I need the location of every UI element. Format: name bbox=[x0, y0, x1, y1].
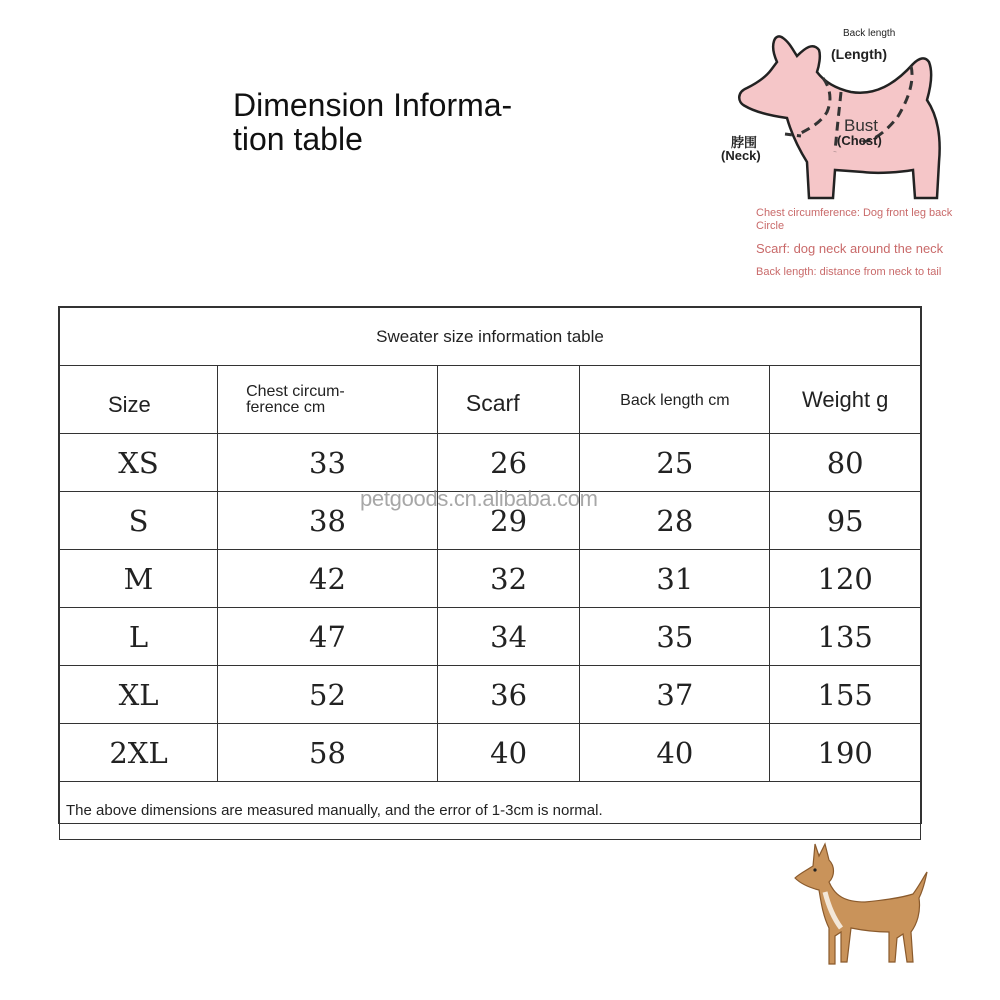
cell-size: L bbox=[60, 608, 218, 666]
header-scarf: Scarf bbox=[437, 366, 579, 434]
header-size: Size bbox=[60, 366, 218, 434]
header-weight: Weight g bbox=[770, 366, 921, 434]
table-caption-row bbox=[60, 308, 921, 366]
table-header-row bbox=[60, 366, 921, 434]
header-chest-line1: Chest circum- bbox=[246, 382, 345, 400]
cell-weight: 120 bbox=[770, 550, 921, 608]
dog-photo bbox=[785, 836, 935, 976]
table-row bbox=[60, 608, 921, 666]
cell-size: XS bbox=[60, 434, 218, 492]
table-row bbox=[60, 666, 921, 724]
header-chest bbox=[218, 366, 438, 434]
cell-scarf: 36 bbox=[437, 666, 579, 724]
page-title bbox=[233, 88, 553, 156]
cell-scarf: 26 bbox=[437, 434, 579, 492]
dog-silhouette bbox=[795, 844, 927, 964]
cell-chest: 42 bbox=[218, 550, 438, 608]
size-table bbox=[58, 306, 922, 824]
cell-weight: 95 bbox=[770, 492, 921, 550]
cell-chest: 58 bbox=[218, 724, 438, 782]
standing-dog-icon bbox=[785, 836, 935, 971]
cell-size: M bbox=[60, 550, 218, 608]
cell-weight: 190 bbox=[770, 724, 921, 782]
table-row bbox=[60, 724, 921, 782]
cell-size: XL bbox=[60, 666, 218, 724]
note-scarf: Scarf: dog neck around the neck bbox=[756, 241, 944, 256]
back-length-small-label: Back length bbox=[843, 28, 896, 39]
measurement-notes bbox=[756, 207, 986, 279]
table-row bbox=[60, 550, 921, 608]
cell-size: 2XL bbox=[60, 724, 218, 782]
cell-chest: 33 bbox=[218, 434, 438, 492]
cell-back-length: 31 bbox=[580, 550, 770, 608]
title-line-2: tion table bbox=[233, 121, 363, 157]
cell-weight: 135 bbox=[770, 608, 921, 666]
table-caption: Sweater size information table bbox=[60, 308, 921, 366]
length-label: (Length) bbox=[831, 46, 887, 62]
cell-chest: 52 bbox=[218, 666, 438, 724]
bust-label: Bust bbox=[844, 116, 879, 135]
table-footer-row bbox=[60, 782, 921, 840]
cell-chest: 38 bbox=[218, 492, 438, 550]
cell-back-length: 28 bbox=[580, 492, 770, 550]
dog-eye bbox=[813, 868, 816, 871]
header-chest-line2: ference cm bbox=[246, 398, 326, 416]
watermark: petgoods.cn.alibaba.com bbox=[360, 486, 598, 511]
cell-scarf: 32 bbox=[437, 550, 579, 608]
cell-back-length: 37 bbox=[580, 666, 770, 724]
title-line-1: Dimension Informa- bbox=[233, 87, 513, 123]
header-back-length: Back length cm bbox=[580, 366, 770, 434]
cell-chest: 47 bbox=[218, 608, 438, 666]
cell-scarf: 40 bbox=[437, 724, 579, 782]
cell-back-length: 35 bbox=[580, 608, 770, 666]
cell-scarf: 29 bbox=[437, 492, 579, 550]
note-chest: Chest circumference: Dog front leg back Circle bbox=[756, 207, 953, 232]
neck-chinese-label: 脖围 bbox=[731, 135, 758, 150]
cell-scarf: 34 bbox=[437, 608, 579, 666]
table-row bbox=[60, 434, 921, 492]
cell-weight: 80 bbox=[770, 434, 921, 492]
neck-label: (Neck) bbox=[721, 148, 761, 163]
dog-measurement-diagram bbox=[715, 22, 985, 212]
note-back-length: Back length: distance from neck to tail bbox=[756, 266, 942, 278]
table-footer-note: The above dimensions are measured manually, and the error of 1-3cm is normal. bbox=[60, 782, 921, 840]
cell-size: S bbox=[60, 492, 218, 550]
cell-back-length: 25 bbox=[580, 434, 770, 492]
cell-weight: 155 bbox=[770, 666, 921, 724]
chest-label: (Chest) bbox=[837, 133, 882, 148]
cell-back-length: 40 bbox=[580, 724, 770, 782]
